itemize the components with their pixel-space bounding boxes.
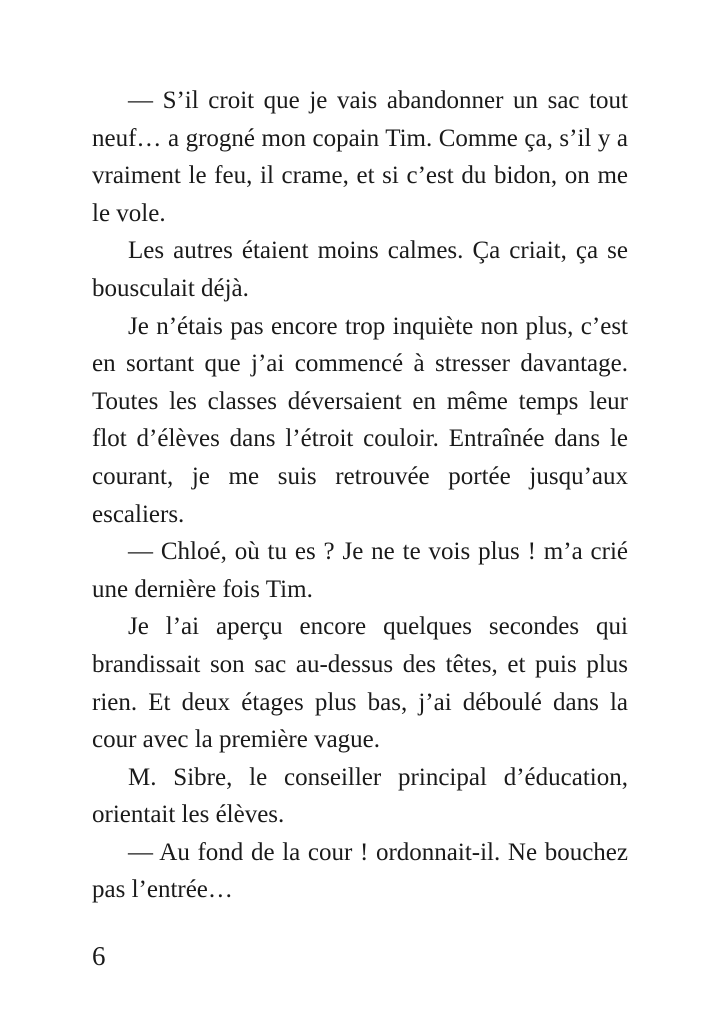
page-body xyxy=(92,82,628,909)
paragraph: — Au fond de la cour ! ordonnait-il. Ne bouchez pas l’entrée… xyxy=(92,838,628,904)
page-number: 6 xyxy=(92,941,106,971)
paragraph: — S’il croit que je vais abandonner un sac tout neuf… a grogné mon copain Tim. Comme ça, s’il y a vraiment le feu, il crame, et si c’est du bidon, on me le vole. xyxy=(92,87,628,227)
paragraph: Je n’étais pas encore trop inquiète non plus, c’est en sortant que j’ai commencé à stresser davantage. Toutes les classes déversaient en même temps leur flot d’élèves dans l’étroit couloir. Entraînée dans le courant, je me suis retrouvée portée jusqu’aux escaliers. xyxy=(92,312,628,528)
paragraph: Je l’ai aperçu encore quelques secondes qui brandissait son sac au-dessus des têtes, et puis plus rien. Et deux étages plus bas, j’ai déboulé dans la cour avec la première vague. xyxy=(92,613,628,754)
paragraph: Les autres étaient moins calmes. Ça criait, ça se bousculait déjà. xyxy=(92,237,628,302)
paragraph: M. Sibre, le conseiller principal d’éducation, orientait les élèves. xyxy=(92,763,628,829)
paragraph: — Chloé, où tu es ? Je ne te vois plus ! m’a crié une dernière fois Tim. xyxy=(92,538,628,603)
